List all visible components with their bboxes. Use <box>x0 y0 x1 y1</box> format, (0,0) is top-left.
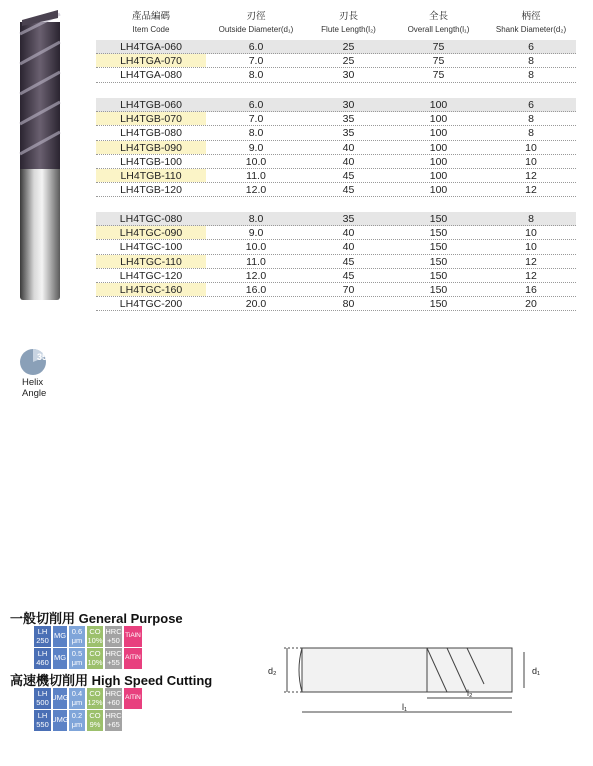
header-outside-diameter: Outside Diameter(d₁) <box>218 25 294 34</box>
d1-label: d₁ <box>532 666 541 676</box>
table-cell: 6.0 <box>248 41 264 53</box>
table-cell: 35 <box>342 127 355 140</box>
header-overall-length-zh: 全長 <box>428 11 448 22</box>
table-cell: 75 <box>432 55 445 68</box>
table-cell: 10.0 <box>245 155 267 168</box>
table-cell: 12 <box>525 184 537 197</box>
table-cell: 25 <box>342 41 355 53</box>
grade-chip-row <box>34 648 142 669</box>
table-header <box>96 8 576 34</box>
table-row <box>96 183 576 197</box>
header-item-code-zh: 產品編碼 <box>131 11 170 22</box>
spec-table-group <box>96 98 576 197</box>
grade-chip-val: 0.5 μm <box>69 648 85 669</box>
table-cell: LH4TGB-060 <box>120 99 182 111</box>
grade-chip-co: CO 10% <box>87 626 103 647</box>
table-cell: 6 <box>528 41 534 53</box>
table-cell: 45 <box>342 269 355 282</box>
table-cell: LH4TGC-160 <box>96 283 206 296</box>
table-cell: LH4TGB-080 <box>120 127 182 140</box>
table-cell: 11.0 <box>246 255 266 268</box>
header-outside-diameter-zh: 刃徑 <box>246 11 266 22</box>
grade-chip-coat: AlTiN <box>124 688 142 709</box>
table-cell: 40 <box>342 241 355 254</box>
table-row <box>96 212 576 226</box>
table-cell: 100 <box>429 99 448 111</box>
grade-chip-val: 0.6 μm <box>69 626 85 647</box>
helix-label-1: Helix <box>22 377 44 388</box>
grade-chip-row <box>34 626 142 647</box>
l2-label: l₂ <box>467 688 473 698</box>
table-cell: 11.0 <box>246 169 266 182</box>
table-cell: LH4TGA-070 <box>96 54 206 67</box>
table-cell: 80 <box>342 298 355 311</box>
table-cell: 100 <box>429 113 448 126</box>
table-row <box>96 155 576 169</box>
table-cell: 35 <box>342 213 355 225</box>
grade-chip-val: 0.4 μm <box>69 688 85 709</box>
table-cell: 40 <box>342 155 355 168</box>
header-flute-length: Flute Length(l₂) <box>321 25 376 34</box>
grade-chip-hrc: HRC +50 <box>105 626 122 647</box>
table-cell: 12 <box>525 169 537 182</box>
table-cell: 150 <box>429 241 448 254</box>
d2-label: d₂ <box>268 666 277 676</box>
header-item-code: Item Code <box>132 25 170 34</box>
table-cell: 10 <box>525 155 537 168</box>
table-row <box>96 141 576 155</box>
header-overall-length: Overall Length(l₁) <box>407 25 470 34</box>
table-cell: 6.0 <box>248 99 264 111</box>
table-cell: 12.0 <box>245 184 267 197</box>
grade-chip-mg: MG <box>53 648 67 669</box>
table-cell: 70 <box>342 283 355 296</box>
table-row <box>96 240 576 254</box>
high-speed-title: 高速機切削用 High Speed Cutting <box>10 673 213 688</box>
grade-chip-hrc: HRC +60 <box>105 688 122 709</box>
table-cell: 10 <box>525 241 537 254</box>
table-row <box>96 269 576 283</box>
table-cell: 16.0 <box>245 283 267 296</box>
table-row <box>96 112 576 126</box>
table-cell: 150 <box>429 269 448 282</box>
grade-chip-row <box>34 710 122 731</box>
table-cell: LH4TGC-090 <box>96 226 206 239</box>
table-cell: 10 <box>525 141 537 154</box>
table-cell: LH4TGB-120 <box>120 184 182 197</box>
table-cell: 8 <box>528 55 534 68</box>
table-cell: 150 <box>429 227 448 240</box>
helix-angle-badge <box>18 347 88 399</box>
general-purpose-title: 一般切削用 General Purpose <box>10 611 183 626</box>
table-cell: 12 <box>525 269 537 282</box>
table-cell: 20.0 <box>245 298 267 311</box>
table-cell: LH4TGC-200 <box>119 298 183 311</box>
grade-chip-coat: AlTiN <box>124 648 142 669</box>
grade-chip-mg: UMG <box>53 688 67 709</box>
spec-table-group <box>96 40 576 83</box>
table-row <box>96 68 576 82</box>
table-cell: 75 <box>432 41 445 53</box>
header-shank-diameter: Shank Diameter(d₂) <box>495 25 567 34</box>
table-cell: 8.0 <box>248 213 264 225</box>
table-cell: 9.0 <box>248 227 264 240</box>
table-cell: 40 <box>342 141 355 154</box>
table-cell: 8 <box>528 127 534 140</box>
table-cell: 8 <box>528 113 534 126</box>
grade-chip-val: 0.2 μm <box>69 710 85 731</box>
table-cell: LH4TGB-070 <box>96 112 206 125</box>
table-row <box>96 226 576 240</box>
table-cell: 7.0 <box>248 113 264 126</box>
helix-label-2: Angle <box>22 388 47 399</box>
table-cell: 7.0 <box>248 55 264 68</box>
l1-label: l₁ <box>402 702 408 712</box>
grade-chip-mg: UMG <box>53 710 67 731</box>
table-cell: 25 <box>342 55 355 68</box>
grade-chip-hrc: HRC +55 <box>105 648 122 669</box>
table-cell: LH4TGB-110 <box>96 169 206 182</box>
table-row <box>96 169 576 183</box>
table-cell: 8.0 <box>248 127 264 140</box>
table-cell: 9.0 <box>248 141 264 154</box>
table-cell: 150 <box>429 283 448 296</box>
table-cell: 45 <box>342 169 355 182</box>
grade-chip-coat: TiAlN <box>124 626 142 647</box>
table-cell: 12 <box>525 255 537 268</box>
table-cell: 6 <box>528 99 534 111</box>
table-row <box>96 54 576 68</box>
table-cell: 45 <box>342 184 355 197</box>
table-cell: LH4TGA-060 <box>120 41 182 53</box>
table-row <box>96 126 576 140</box>
table-cell: 16 <box>525 283 537 296</box>
table-cell: LH4TGB-100 <box>120 155 182 168</box>
grade-chip-lh: LH 500 <box>34 688 51 709</box>
table-cell: 100 <box>429 169 448 182</box>
table-cell: 10.0 <box>245 241 267 254</box>
grade-chip-hrc: HRC +65 <box>105 710 122 731</box>
table-cell: LH4TGC-080 <box>119 213 183 225</box>
grade-chip-lh: LH 550 <box>34 710 51 731</box>
table-cell: LH4TGA-080 <box>120 69 182 82</box>
table-row <box>96 255 576 269</box>
table-cell: 20 <box>525 298 537 311</box>
table-cell: 100 <box>429 155 448 168</box>
table-cell: 100 <box>429 141 448 154</box>
grade-chip-lh: LH 250 <box>34 626 51 647</box>
grade-chip-co: CO 9% <box>87 710 103 731</box>
table-cell: 150 <box>429 213 448 225</box>
header-shank-diameter-zh: 柄徑 <box>521 11 541 22</box>
dimension-diagram <box>262 636 562 726</box>
table-cell: 10 <box>525 227 537 240</box>
table-cell: LH4TGB-090 <box>96 141 206 154</box>
table-cell: 30 <box>342 99 355 111</box>
svg-text:35°: 35° <box>37 352 51 362</box>
table-cell: 45 <box>342 255 355 268</box>
grade-chip-co: CO 10% <box>87 648 103 669</box>
table-cell: LH4TGC-110 <box>96 255 206 268</box>
header-flute-length-zh: 刃長 <box>338 11 358 22</box>
table-row <box>96 283 576 297</box>
grade-chip-lh: LH 460 <box>34 648 51 669</box>
table-cell: 100 <box>429 127 448 140</box>
table-cell: 8 <box>528 69 534 82</box>
table-row <box>96 98 576 112</box>
table-row <box>96 297 576 311</box>
table-cell: 40 <box>342 227 355 240</box>
table-cell: 150 <box>429 255 448 268</box>
spec-table-group <box>96 212 576 311</box>
table-cell: LH4TGC-120 <box>119 269 183 282</box>
table-row <box>96 40 576 54</box>
table-cell: 100 <box>429 184 448 197</box>
table-cell: 8.0 <box>248 69 264 82</box>
grade-chip-co: CO 12% <box>87 688 103 709</box>
table-cell: 35 <box>342 113 355 126</box>
grade-chip-row <box>34 688 142 709</box>
table-cell: 150 <box>429 298 448 311</box>
table-cell: 8 <box>528 213 534 225</box>
helix-angle-icon <box>18 347 58 377</box>
grade-chip-mg: MG <box>53 626 67 647</box>
table-cell: 12.0 <box>245 269 267 282</box>
table-cell: 75 <box>432 69 445 82</box>
table-cell: LH4TGC-100 <box>119 241 183 254</box>
table-cell: 30 <box>342 69 355 82</box>
end-mill-image <box>10 4 70 304</box>
